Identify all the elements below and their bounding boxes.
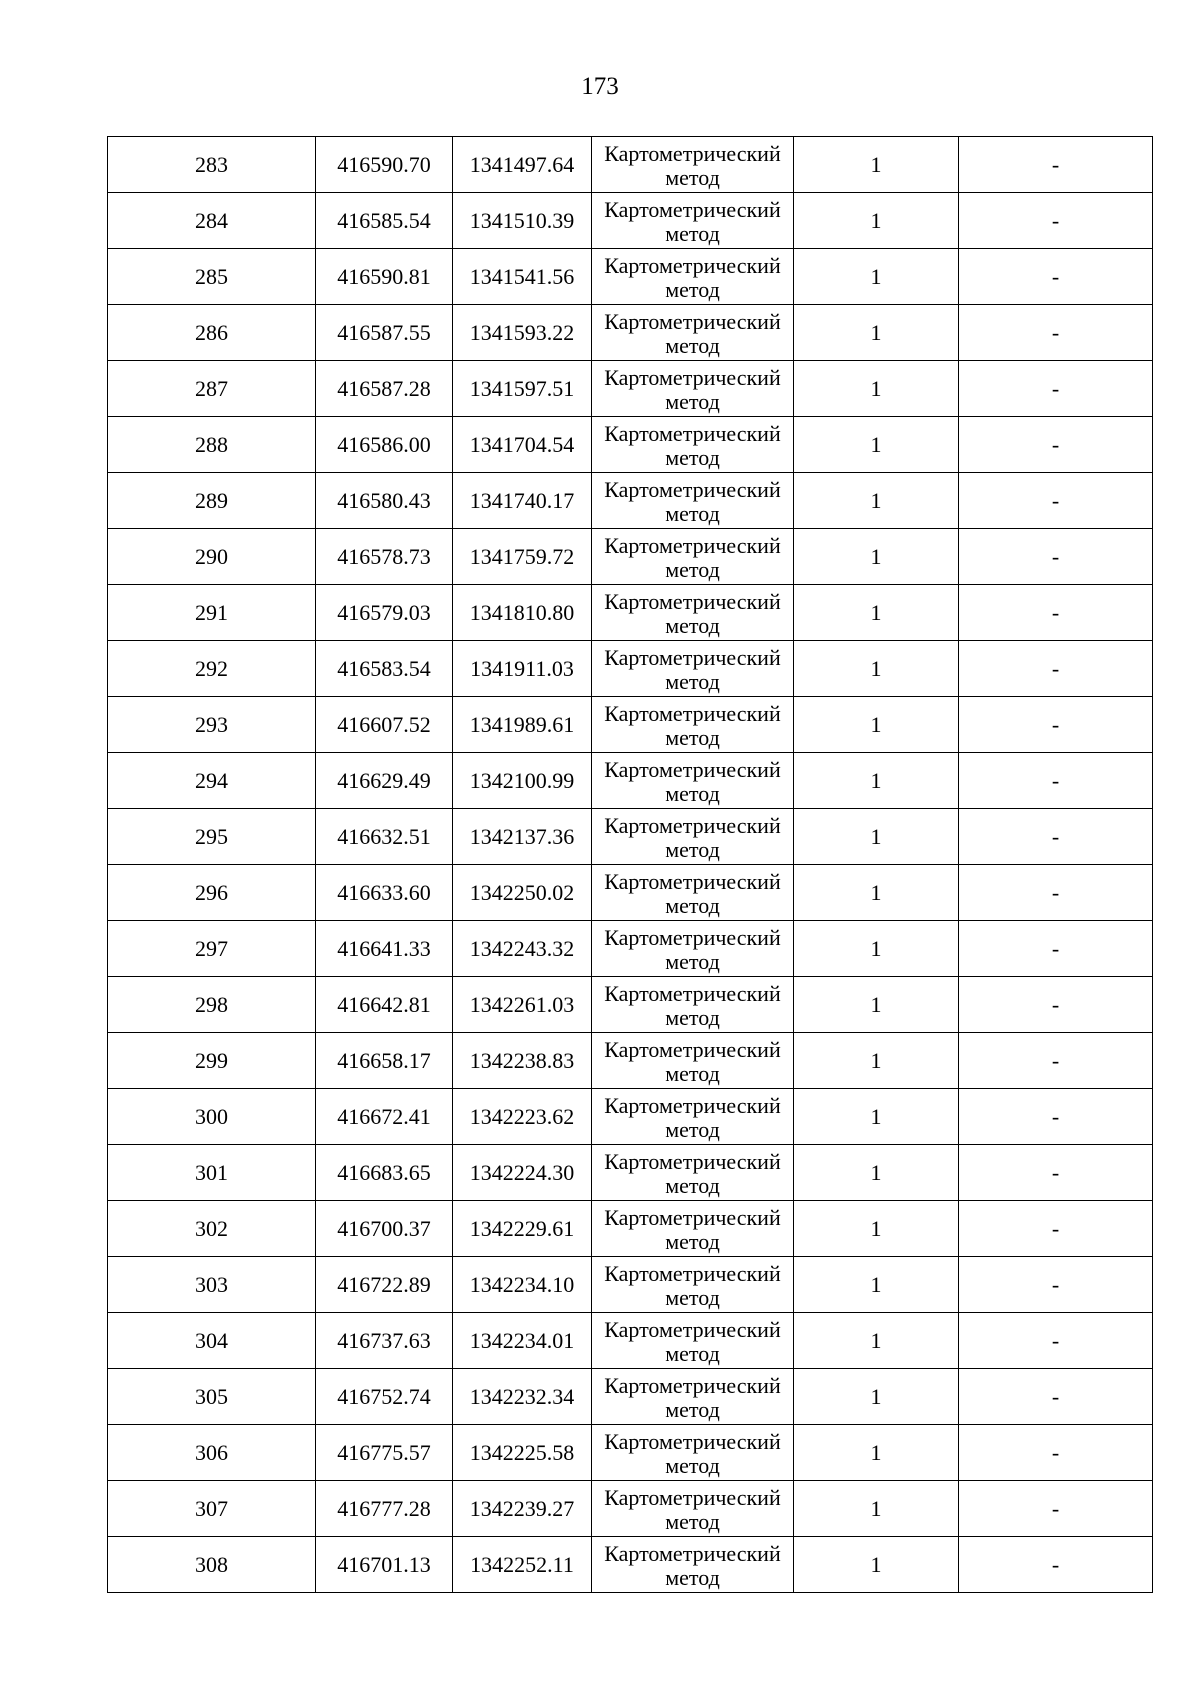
table-row — [108, 865, 1153, 921]
table-row — [108, 473, 1153, 529]
point-number-cell: 288 — [108, 417, 316, 473]
coordinate-x-cell: 416777.28 — [316, 1481, 453, 1537]
point-number-cell: 306 — [108, 1425, 316, 1481]
table-body — [108, 137, 1153, 1593]
precision-cell: 1 — [794, 1033, 959, 1089]
note-cell: - — [959, 473, 1153, 529]
coordinate-y-cell: 1341497.64 — [453, 137, 592, 193]
table-row — [108, 361, 1153, 417]
point-number-cell: 290 — [108, 529, 316, 585]
precision-cell: 1 — [794, 137, 959, 193]
precision-cell: 1 — [794, 865, 959, 921]
method-cell — [592, 753, 794, 809]
precision-cell: 1 — [794, 1145, 959, 1201]
method-cell — [592, 697, 794, 753]
method-cell — [592, 249, 794, 305]
table-row — [108, 417, 1153, 473]
note-cell: - — [959, 1145, 1153, 1201]
method-cell — [592, 977, 794, 1033]
precision-cell: 1 — [794, 305, 959, 361]
table-row — [108, 1201, 1153, 1257]
coordinate-y-cell: 1342238.83 — [453, 1033, 592, 1089]
point-number-cell: 284 — [108, 193, 316, 249]
coordinate-x-cell: 416641.33 — [316, 921, 453, 977]
precision-cell: 1 — [794, 1257, 959, 1313]
coordinate-x-cell: 416683.65 — [316, 1145, 453, 1201]
precision-cell: 1 — [794, 361, 959, 417]
precision-cell: 1 — [794, 529, 959, 585]
coordinate-y-cell: 1341541.56 — [453, 249, 592, 305]
precision-cell: 1 — [794, 1369, 959, 1425]
point-number-cell: 294 — [108, 753, 316, 809]
table-row — [108, 753, 1153, 809]
coordinate-y-cell: 1341510.39 — [453, 193, 592, 249]
point-number-cell: 293 — [108, 697, 316, 753]
method-cell — [592, 865, 794, 921]
coordinate-x-cell: 416587.55 — [316, 305, 453, 361]
method-text: Картометрический метод — [604, 532, 781, 582]
coordinate-x-cell: 416701.13 — [316, 1537, 453, 1593]
note-cell: - — [959, 641, 1153, 697]
coordinate-x-cell: 416586.00 — [316, 417, 453, 473]
coordinate-y-cell: 1341593.22 — [453, 305, 592, 361]
table-row — [108, 529, 1153, 585]
point-number-cell: 292 — [108, 641, 316, 697]
note-cell: - — [959, 137, 1153, 193]
method-cell — [592, 1145, 794, 1201]
page-number: 173 — [581, 73, 619, 100]
table-row — [108, 1481, 1153, 1537]
method-cell — [592, 1033, 794, 1089]
point-number-cell: 285 — [108, 249, 316, 305]
note-cell: - — [959, 1313, 1153, 1369]
coordinate-x-cell: 416632.51 — [316, 809, 453, 865]
precision-cell: 1 — [794, 977, 959, 1033]
coordinate-y-cell: 1341911.03 — [453, 641, 592, 697]
method-text: Картометрический метод — [604, 1484, 781, 1534]
note-cell: - — [959, 1201, 1153, 1257]
coordinate-x-cell: 416633.60 — [316, 865, 453, 921]
method-cell — [592, 585, 794, 641]
method-cell — [592, 1369, 794, 1425]
coordinate-y-cell: 1342261.03 — [453, 977, 592, 1033]
coordinate-x-cell: 416658.17 — [316, 1033, 453, 1089]
coordinate-y-cell: 1342224.30 — [453, 1145, 592, 1201]
precision-cell: 1 — [794, 1425, 959, 1481]
point-number-cell: 305 — [108, 1369, 316, 1425]
table-row — [108, 977, 1153, 1033]
method-text: Картометрический метод — [604, 476, 781, 526]
coordinate-x-cell: 416629.49 — [316, 753, 453, 809]
method-cell — [592, 809, 794, 865]
point-number-cell: 295 — [108, 809, 316, 865]
precision-cell: 1 — [794, 1201, 959, 1257]
note-cell: - — [959, 753, 1153, 809]
coordinate-x-cell: 416775.57 — [316, 1425, 453, 1481]
method-cell — [592, 1481, 794, 1537]
point-number-cell: 307 — [108, 1481, 316, 1537]
coordinate-y-cell: 1341989.61 — [453, 697, 592, 753]
method-cell — [592, 1537, 794, 1593]
method-cell — [592, 1313, 794, 1369]
method-text: Картометрический метод — [604, 1372, 781, 1422]
precision-cell: 1 — [794, 1481, 959, 1537]
point-number-cell: 291 — [108, 585, 316, 641]
table-row — [108, 137, 1153, 193]
table-row — [108, 249, 1153, 305]
point-number-cell: 303 — [108, 1257, 316, 1313]
point-number-cell: 308 — [108, 1537, 316, 1593]
precision-cell: 1 — [794, 921, 959, 977]
note-cell: - — [959, 193, 1153, 249]
note-cell: - — [959, 809, 1153, 865]
point-number-cell: 289 — [108, 473, 316, 529]
coordinate-x-cell: 416585.54 — [316, 193, 453, 249]
coordinate-y-cell: 1341704.54 — [453, 417, 592, 473]
coordinates-table — [107, 136, 1153, 1593]
coordinate-y-cell: 1341740.17 — [453, 473, 592, 529]
method-text: Картометрический метод — [604, 140, 781, 190]
table-row — [108, 1257, 1153, 1313]
method-cell — [592, 529, 794, 585]
coordinate-x-cell: 416583.54 — [316, 641, 453, 697]
coordinate-y-cell: 1342223.62 — [453, 1089, 592, 1145]
point-number-cell: 286 — [108, 305, 316, 361]
table-row — [108, 697, 1153, 753]
point-number-cell: 302 — [108, 1201, 316, 1257]
point-number-cell: 298 — [108, 977, 316, 1033]
coordinate-y-cell: 1342252.11 — [453, 1537, 592, 1593]
note-cell: - — [959, 1369, 1153, 1425]
table-row — [108, 1537, 1153, 1593]
table-row — [108, 1033, 1153, 1089]
point-number-cell: 304 — [108, 1313, 316, 1369]
note-cell: - — [959, 1033, 1153, 1089]
precision-cell: 1 — [794, 249, 959, 305]
coordinate-y-cell: 1341597.51 — [453, 361, 592, 417]
table-row — [108, 1369, 1153, 1425]
method-cell — [592, 417, 794, 473]
coordinate-x-cell: 416579.03 — [316, 585, 453, 641]
precision-cell: 1 — [794, 1537, 959, 1593]
method-text: Картометрический метод — [604, 1540, 781, 1590]
method-text: Картометрический метод — [604, 812, 781, 862]
note-cell: - — [959, 1481, 1153, 1537]
point-number-cell: 299 — [108, 1033, 316, 1089]
note-cell: - — [959, 697, 1153, 753]
point-number-cell: 300 — [108, 1089, 316, 1145]
precision-cell: 1 — [794, 753, 959, 809]
table-row — [108, 809, 1153, 865]
coordinate-x-cell: 416590.81 — [316, 249, 453, 305]
coordinate-x-cell: 416580.43 — [316, 473, 453, 529]
method-text: Картометрический метод — [604, 1092, 781, 1142]
table-row — [108, 585, 1153, 641]
point-number-cell: 297 — [108, 921, 316, 977]
method-cell — [592, 1201, 794, 1257]
precision-cell: 1 — [794, 641, 959, 697]
method-text: Картометрический метод — [604, 364, 781, 414]
method-text: Картометрический метод — [604, 308, 781, 358]
table-row — [108, 1425, 1153, 1481]
method-text: Картометрический метод — [604, 1148, 781, 1198]
note-cell: - — [959, 1425, 1153, 1481]
method-text: Картометрический метод — [604, 1428, 781, 1478]
coordinate-x-cell: 416590.70 — [316, 137, 453, 193]
method-text: Картометрический метод — [604, 1316, 781, 1366]
coordinate-y-cell: 1342229.61 — [453, 1201, 592, 1257]
coordinate-y-cell: 1342100.99 — [453, 753, 592, 809]
method-text: Картометрический метод — [604, 756, 781, 806]
note-cell: - — [959, 1537, 1153, 1593]
table-row — [108, 305, 1153, 361]
note-cell: - — [959, 921, 1153, 977]
coordinate-y-cell: 1342234.10 — [453, 1257, 592, 1313]
table-row — [108, 1145, 1153, 1201]
coordinate-x-cell: 416700.37 — [316, 1201, 453, 1257]
method-text: Картометрический метод — [604, 700, 781, 750]
coordinate-x-cell: 416607.52 — [316, 697, 453, 753]
note-cell: - — [959, 1257, 1153, 1313]
point-number-cell: 283 — [108, 137, 316, 193]
method-text: Картометрический метод — [604, 1260, 781, 1310]
method-cell — [592, 137, 794, 193]
method-text: Картометрический метод — [604, 1036, 781, 1086]
note-cell: - — [959, 249, 1153, 305]
precision-cell: 1 — [794, 473, 959, 529]
method-cell — [592, 361, 794, 417]
note-cell: - — [959, 529, 1153, 585]
coordinate-y-cell: 1342225.58 — [453, 1425, 592, 1481]
coordinate-y-cell: 1342239.27 — [453, 1481, 592, 1537]
method-cell — [592, 641, 794, 697]
method-text: Картометрический метод — [604, 924, 781, 974]
method-cell — [592, 1425, 794, 1481]
note-cell: - — [959, 585, 1153, 641]
method-text: Картометрический метод — [604, 868, 781, 918]
precision-cell: 1 — [794, 417, 959, 473]
method-cell — [592, 473, 794, 529]
note-cell: - — [959, 361, 1153, 417]
method-cell — [592, 1089, 794, 1145]
table-row — [108, 641, 1153, 697]
method-text: Картометрический метод — [604, 252, 781, 302]
precision-cell: 1 — [794, 585, 959, 641]
note-cell: - — [959, 865, 1153, 921]
note-cell: - — [959, 1089, 1153, 1145]
table-row — [108, 1313, 1153, 1369]
method-text: Картометрический метод — [604, 644, 781, 694]
method-cell — [592, 1257, 794, 1313]
method-text: Картометрический метод — [604, 1204, 781, 1254]
coordinate-x-cell: 416578.73 — [316, 529, 453, 585]
method-text: Картометрический метод — [604, 980, 781, 1030]
point-number-cell: 296 — [108, 865, 316, 921]
point-number-cell: 301 — [108, 1145, 316, 1201]
coordinate-x-cell: 416752.74 — [316, 1369, 453, 1425]
method-text: Картометрический метод — [604, 420, 781, 470]
table-row — [108, 921, 1153, 977]
table-row — [108, 1089, 1153, 1145]
method-cell — [592, 305, 794, 361]
point-number-cell: 287 — [108, 361, 316, 417]
coordinate-y-cell: 1342234.01 — [453, 1313, 592, 1369]
precision-cell: 1 — [794, 697, 959, 753]
coordinate-x-cell: 416722.89 — [316, 1257, 453, 1313]
coordinate-y-cell: 1342232.34 — [453, 1369, 592, 1425]
coordinate-y-cell: 1342243.32 — [453, 921, 592, 977]
table-row — [108, 193, 1153, 249]
note-cell: - — [959, 305, 1153, 361]
method-cell — [592, 921, 794, 977]
coordinate-y-cell: 1342250.02 — [453, 865, 592, 921]
coordinate-y-cell: 1341759.72 — [453, 529, 592, 585]
coordinate-x-cell: 416642.81 — [316, 977, 453, 1033]
coordinate-y-cell: 1341810.80 — [453, 585, 592, 641]
note-cell: - — [959, 417, 1153, 473]
coordinate-y-cell: 1342137.36 — [453, 809, 592, 865]
note-cell: - — [959, 977, 1153, 1033]
coordinate-x-cell: 416672.41 — [316, 1089, 453, 1145]
precision-cell: 1 — [794, 809, 959, 865]
method-text: Картометрический метод — [604, 196, 781, 246]
precision-cell: 1 — [794, 1089, 959, 1145]
precision-cell: 1 — [794, 193, 959, 249]
coordinate-x-cell: 416587.28 — [316, 361, 453, 417]
method-cell — [592, 193, 794, 249]
coordinate-x-cell: 416737.63 — [316, 1313, 453, 1369]
method-text: Картометрический метод — [604, 588, 781, 638]
precision-cell: 1 — [794, 1313, 959, 1369]
